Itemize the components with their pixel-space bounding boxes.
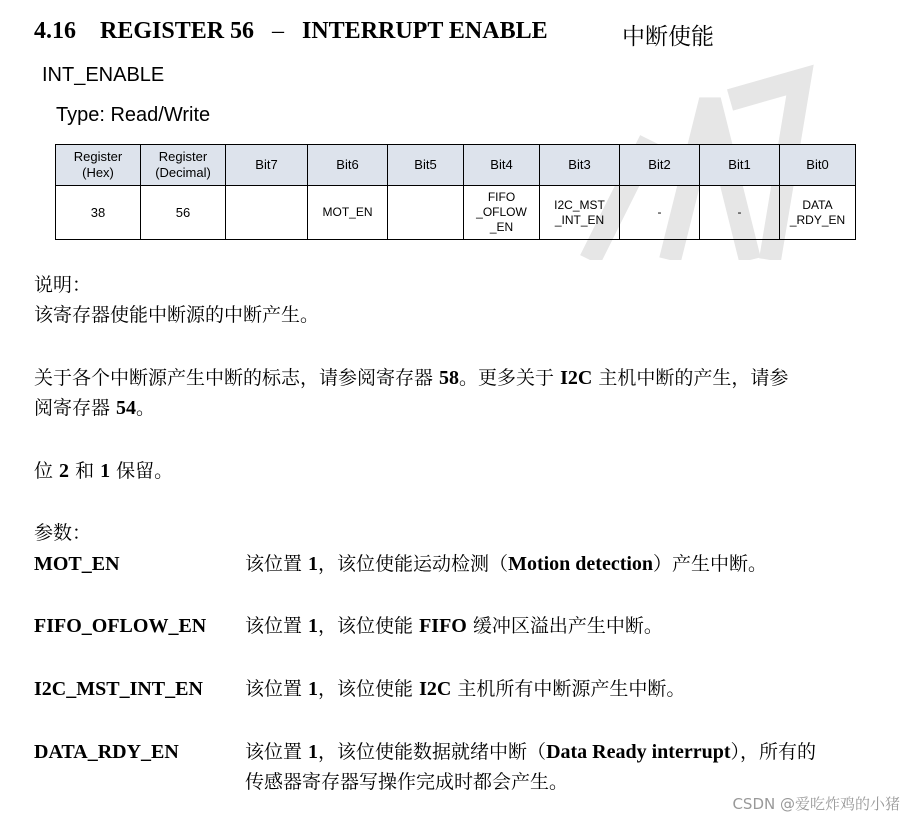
table-cell: 56 xyxy=(141,186,226,240)
param-desc xyxy=(245,549,767,579)
bold-span: 1 xyxy=(308,615,319,637)
text-span: 主机中断的产生，请参 xyxy=(592,367,789,389)
register-title: REGISTER 56 xyxy=(100,18,255,44)
desc-line: 该寄存器使能中断源的中断产生。 xyxy=(34,304,320,326)
bold-span: 1 xyxy=(308,678,319,700)
text-span: 。 xyxy=(136,397,156,419)
table-header-cell: Bit0 xyxy=(780,145,856,186)
register-ref: 54 xyxy=(116,397,137,419)
bold-span: 1 xyxy=(308,741,319,763)
table-header-cell: Bit6 xyxy=(308,145,388,186)
table-cell: MOT_EN xyxy=(308,186,388,240)
param-desc xyxy=(245,611,663,641)
param-desc xyxy=(245,737,816,797)
table-header-row xyxy=(56,145,856,186)
bold-span: Data Ready interrupt xyxy=(546,741,731,763)
table-cell: 38 xyxy=(56,186,141,240)
table-cell: DATA _RDY_EN xyxy=(780,186,856,240)
text-span: 缓冲区溢出产生中断。 xyxy=(466,615,663,637)
table-header-cell: Bit7 xyxy=(226,145,308,186)
table-cell: FIFO _OFLOW _EN xyxy=(464,186,540,240)
text-span: 传感器寄存器写操作完成时都会产生。 xyxy=(245,771,569,793)
param-term: DATA_RDY_EN xyxy=(34,741,179,763)
text-span: 关于各个中断源产生中断的标志，请参阅寄存器 xyxy=(34,367,440,389)
register-table xyxy=(55,144,856,240)
params-label: 参数： xyxy=(34,522,92,544)
text-span: 位 xyxy=(34,460,60,482)
text-span: 主机所有中断源产生中断。 xyxy=(451,678,686,700)
table-header-cell: Bit5 xyxy=(388,145,464,186)
text-span: ，该位使能数据就绪中断（ xyxy=(318,741,547,763)
text-span: 该位置 xyxy=(245,615,309,637)
text-span: 。更多关于 xyxy=(459,367,561,389)
desc-paragraph-3 xyxy=(34,456,173,486)
text-span: ，该位使能 xyxy=(318,678,420,700)
table-cell xyxy=(226,186,308,240)
table-cell xyxy=(388,186,464,240)
text-span: 和 xyxy=(69,460,101,482)
text-span: ）产生中断。 xyxy=(653,553,768,575)
bold-span: Motion detection xyxy=(508,553,654,575)
param-term: I2C_MST_INT_EN xyxy=(34,678,203,700)
bold-span: FIFO xyxy=(419,615,467,637)
param-term: FIFO_OFLOW_EN xyxy=(34,615,207,637)
table-header-cell: Bit1 xyxy=(700,145,780,186)
desc-paragraph-2 xyxy=(34,363,788,423)
text-span: ，该位使能运动检测（ xyxy=(318,553,509,575)
register-ref: 58 xyxy=(439,367,460,389)
heading-dash: – xyxy=(272,18,284,44)
param-desc xyxy=(245,674,685,704)
table-cell: - xyxy=(700,186,780,240)
text-span: 保留。 xyxy=(110,460,174,482)
heading-chinese: 中断使能 xyxy=(622,24,714,50)
csdn-watermark: CSDN @爱吃炸鸡的小猪 xyxy=(732,795,900,813)
text-span: 该位置 xyxy=(245,678,309,700)
param-term: MOT_EN xyxy=(34,553,120,575)
table-cell: - xyxy=(620,186,700,240)
table-header-cell: Bit2 xyxy=(620,145,700,186)
bit-ref: 2 xyxy=(59,460,70,482)
table-cell: I2C_MST _INT_EN xyxy=(540,186,620,240)
bold-span: I2C xyxy=(419,678,452,700)
bit-ref: 1 xyxy=(100,460,111,482)
desc-label: 说明： xyxy=(34,274,92,296)
text-span: 该位置 xyxy=(245,741,309,763)
text-span: 阅寄存器 xyxy=(34,397,117,419)
type-label: Type: Read/Write xyxy=(56,104,211,126)
text-span: ，该位使能 xyxy=(318,615,420,637)
text-span: ），所有的 xyxy=(730,741,817,763)
register-function: INTERRUPT ENABLE xyxy=(302,18,548,44)
section-number: 4.16 xyxy=(34,18,76,44)
table-row xyxy=(56,186,856,240)
table-header-cell: Bit3 xyxy=(540,145,620,186)
text-span: 该位置 xyxy=(245,553,309,575)
i2c-term: I2C xyxy=(560,367,593,389)
bold-span: 1 xyxy=(308,553,319,575)
register-name: INT_ENABLE xyxy=(42,64,165,86)
table-header-cell: Register (Hex) xyxy=(56,145,141,186)
table-header-cell: Register (Decimal) xyxy=(141,145,226,186)
table-header-cell: Bit4 xyxy=(464,145,540,186)
